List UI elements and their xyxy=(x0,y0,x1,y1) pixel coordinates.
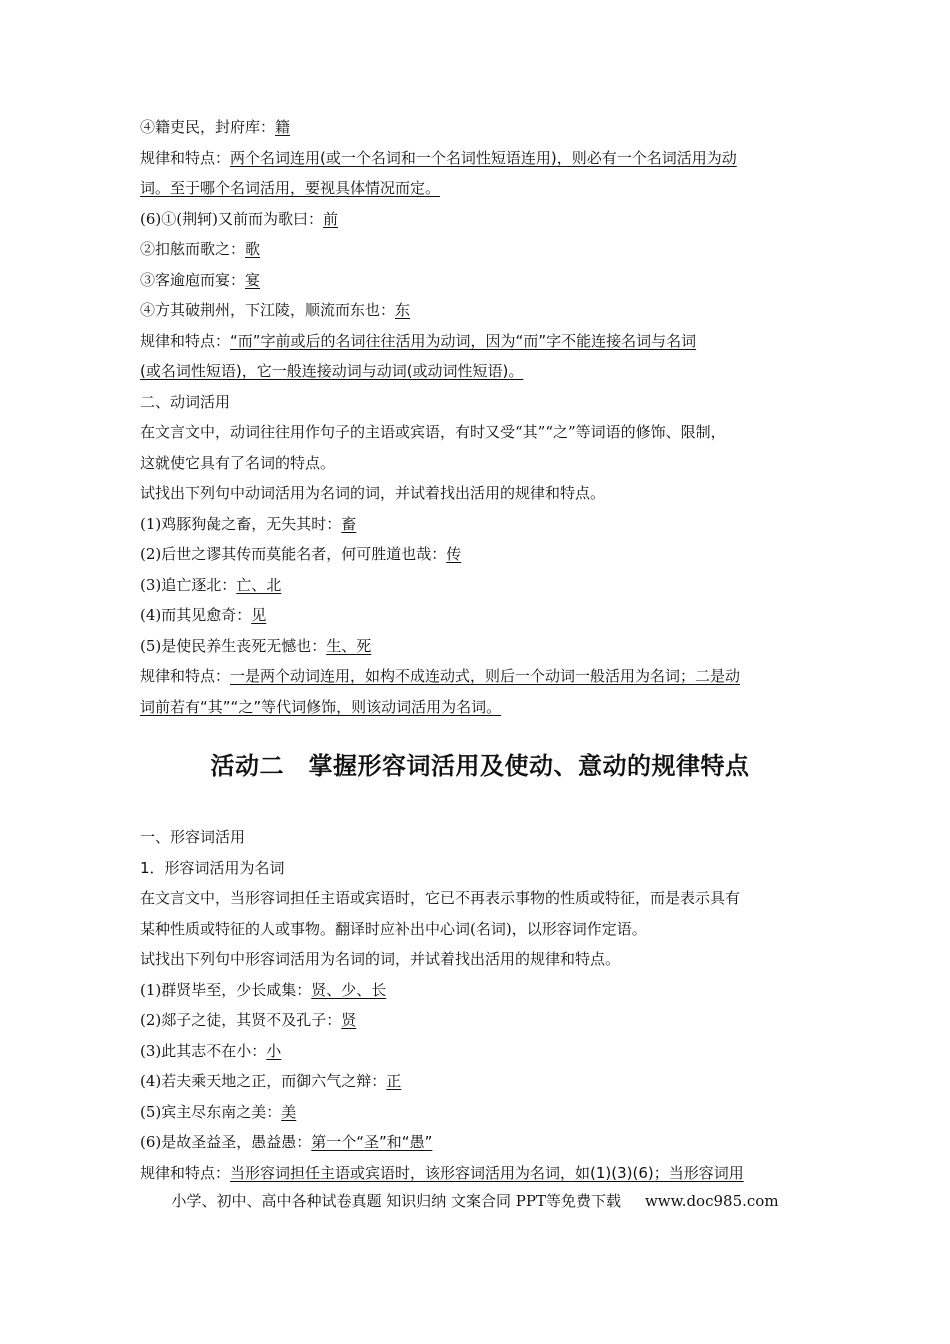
example-text: ③客逾庖而宴： xyxy=(140,270,246,289)
example-text: (6)①(荆轲)又前而为歌曰： xyxy=(140,209,323,228)
answer: 宴 xyxy=(245,270,261,289)
example-text: (2)后世之谬其传而莫能名者，何可胜道也哉： xyxy=(140,545,447,563)
example-line xyxy=(140,570,820,601)
intro-line: 这就使它具有了名词的特点。 xyxy=(140,453,336,472)
example-text: (5)是使民养生丧死无憾也： xyxy=(140,636,327,655)
answer: 亡、北 xyxy=(236,575,282,594)
example-text: ④方其破荆州，下江陵，顺流而东也： xyxy=(140,301,396,319)
section-heading: 一、形容词活用 xyxy=(140,828,246,846)
example-text: (3)追亡逐北： xyxy=(140,575,237,594)
answer: 美 xyxy=(281,1102,297,1121)
rule-line xyxy=(140,173,820,204)
example-line xyxy=(140,539,820,570)
example-text: (1)鸡豚狗彘之畜，无失其时： xyxy=(140,514,342,533)
answer: 小 xyxy=(266,1041,282,1060)
rule-answer: 两个名词连用(或一个名词和一个名词性短语连用)，则必有一个名词活用为动 xyxy=(230,148,737,167)
example-line xyxy=(140,1066,820,1097)
rule-answer: (或名词性短语)，它一般连接动词与动词(或动词性短语)。 xyxy=(140,362,524,380)
example-text: (5)宾主尽东南之美： xyxy=(140,1102,282,1121)
activity-title: 活动二 掌握形容词活用及使动、意动的规律特点 xyxy=(210,752,750,780)
example-text: ④籍吏民，封府库： xyxy=(140,118,276,136)
footer-text: 小学、初中、高中各种试卷真题 知识归纳 文案合同 PPT等免费下载 xyxy=(171,1192,621,1210)
example-line xyxy=(140,600,820,631)
answer: 生、死 xyxy=(326,636,372,655)
example-line xyxy=(140,509,820,540)
answer: 歌 xyxy=(245,240,261,258)
example-text: (6)是故圣益圣，愚益愚： xyxy=(140,1133,312,1151)
example-text: (4)而其见愈奇： xyxy=(140,606,252,624)
footer-url: www.doc985.com xyxy=(644,1192,779,1210)
example-line xyxy=(140,1127,820,1158)
rule-answer: 当形容词担任主语或宾语时，该形容词活用为名词，如(1)(3)(6)；当形容词用 xyxy=(230,1163,744,1182)
answer: 传 xyxy=(446,545,462,563)
answer: 见 xyxy=(251,606,267,624)
rule-answer: “而”字前或后的名词往往活用为动词，因为“而”字不能连接名词与名词 xyxy=(230,331,697,350)
example-text: ②扣舷而歌之： xyxy=(140,240,246,258)
intro-line: 某种性质或特征的人或事物。翻译时应补出中心词(名词)，以形容词作定语。 xyxy=(140,919,647,938)
answer: 籍 xyxy=(275,118,291,136)
subsection-heading: 1．形容词活用为名词 xyxy=(140,858,285,877)
document-body xyxy=(140,112,820,1188)
answer: 正 xyxy=(386,1072,402,1090)
example-line xyxy=(140,204,820,235)
intro-line: 在文言文中，当形容词担任主语或宾语时，它已不再表示事物的性质或特征，而是表示具有 xyxy=(140,889,741,907)
task-line: 试找出下列句中动词活用为名词的词，并试着找出活用的规律和特点。 xyxy=(140,484,606,502)
rule-line xyxy=(140,143,820,174)
rule-line xyxy=(140,356,820,387)
example-line xyxy=(140,1097,820,1128)
rule-line xyxy=(140,1158,820,1189)
example-line xyxy=(140,631,820,662)
rule-answer: 一是两个动词连用，如构不成连动式，则后一个动词一般活用为名词；二是动 xyxy=(230,667,741,685)
answer: 贤 xyxy=(341,1011,357,1029)
rule-answer: 词。至于哪个名词活用，要视具体情况而定。 xyxy=(140,179,441,197)
example-text: (1)群贤毕至，少长咸集： xyxy=(140,980,312,999)
task-line: 试找出下列句中形容词活用为名词的词，并试着找出活用的规律和特点。 xyxy=(140,950,621,968)
rule-label: 规律和特点： xyxy=(140,1163,231,1182)
rule-label: 规律和特点： xyxy=(140,667,231,685)
rule-line xyxy=(140,661,820,692)
answer: 畜 xyxy=(341,514,357,533)
answer: 第一个“圣”和“愚” xyxy=(311,1133,433,1151)
rule-line xyxy=(140,692,820,723)
rule-line xyxy=(140,326,820,357)
example-line xyxy=(140,265,820,296)
example-line xyxy=(140,234,820,265)
example-line xyxy=(140,295,820,326)
example-text: (4)若夫乘天地之正，而御六气之辩： xyxy=(140,1072,387,1090)
example-line xyxy=(140,975,820,1006)
rule-label: 规律和特点： xyxy=(140,331,231,350)
intro-line: 在文言文中，动词往往用作句子的主语或宾语，有时又受“其”“之”等词语的修饰、限制， xyxy=(140,423,726,441)
page-footer xyxy=(0,1190,950,1211)
example-text: (2)郯子之徒，其贤不及孔子： xyxy=(140,1011,342,1029)
example-line xyxy=(140,1005,820,1036)
example-line xyxy=(140,112,820,143)
example-line xyxy=(140,1036,820,1067)
answer: 东 xyxy=(395,301,411,319)
answer: 前 xyxy=(322,209,338,228)
example-text: (3)此其志不在小： xyxy=(140,1041,267,1060)
answer: 贤、少、长 xyxy=(311,980,387,999)
rule-answer: 词前若有“其”“之”等代词修饰，则该动词活用为名词。 xyxy=(140,697,502,716)
rule-label: 规律和特点： xyxy=(140,148,231,167)
section-heading: 二、动词活用 xyxy=(140,392,231,411)
